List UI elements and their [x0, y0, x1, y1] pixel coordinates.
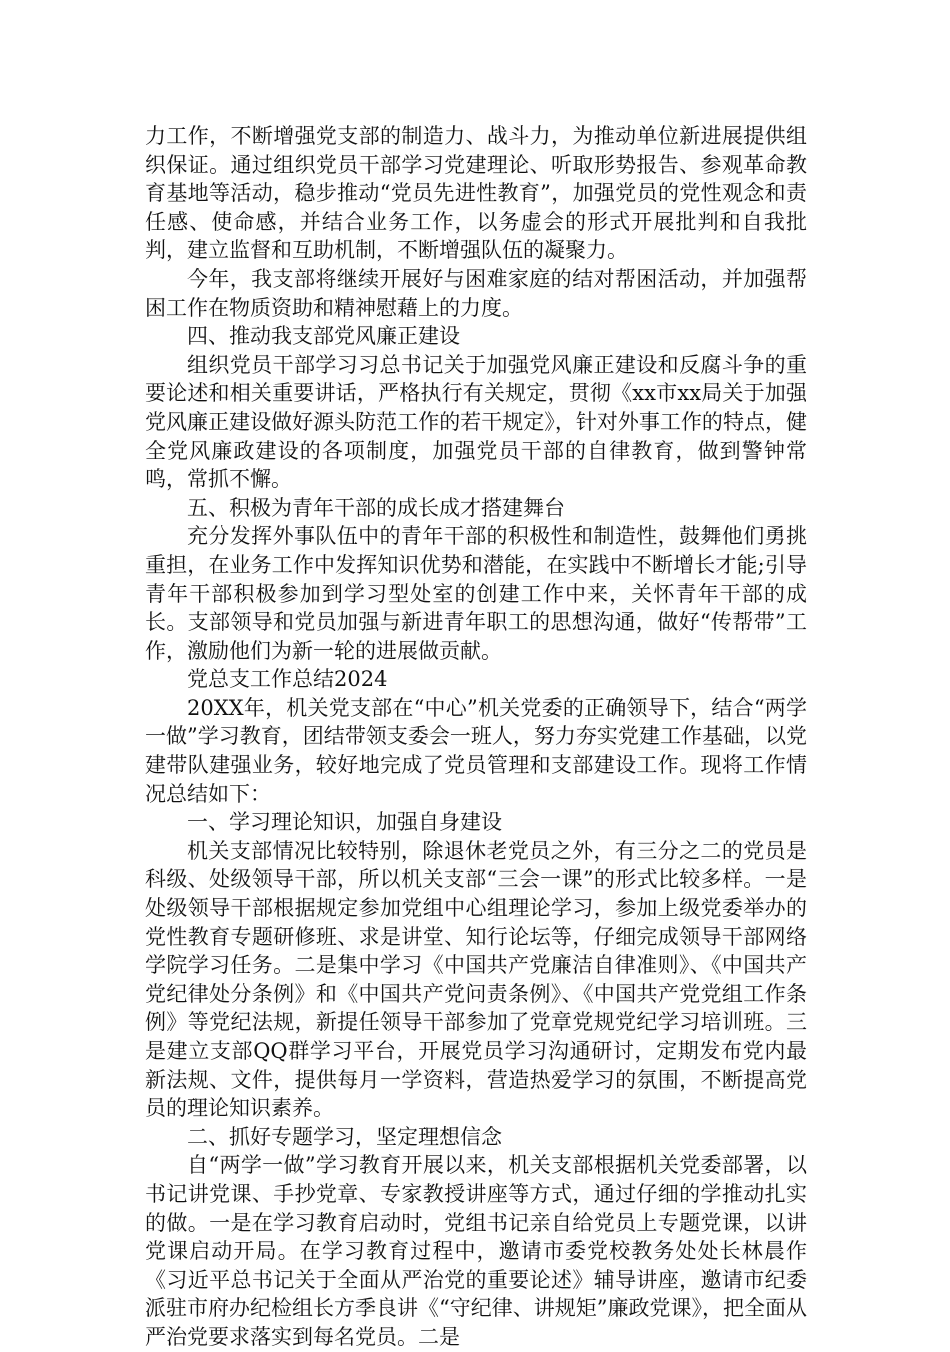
document-subtitle: 党总支工作总结2024 [187, 667, 388, 692]
paragraph-theory-study: 机关支部情况比较特别，除退休老党员之外，有三分之二的党员是科级、处级领导干部，所以机关支部“三会一课”的形式比较多样。一是处级领导干部根据规定参加党组中心组理论学习，参加上级党委举办的党性教育专题研修班、求是讲堂、知行论坛等，仔细完成领导干部网络学院学习任务。二是集中学习《中国共产党廉洁自律准则》、《中国共产党纪律处分条例》和《中国共产党问责条例》、《中国共产党党组工作条例》等党纪法规，新提任领导干部参加了党章党规党纪学习培训班。三是建立支部QQ群学习平台，开展党员学习沟通研讨，定期发布党内最新法规、文件，提供每月一学资料，营造热爱学习的氛围，不断提高党员的理论知识素养。 [145, 838, 807, 1121]
paragraph-integrity: 组织党员干部学习习总书记关于加强党风廉正建设和反腐斗争的重要论述和相关重要讲话，严格执行有关规定，贯彻《xx市xx局关于加强党风廉正建设做好源头防范工作的若干规定》，针对外事工作的特点，健全党风廉政建设的各项制度，加强党员干部的自律教育，做到警钟常鸣，常抓不懈。 [145, 352, 807, 492]
paragraph-summary-intro: 20XX年，机关党支部在“中心”机关党委的正确领导下，结合“两学一做”学习教育，团结带领支委会一班人，努力夯实党建工作基础，以党建带队建强业务，较好地完成了党员管理和支部建设工作。现将工作情况总结如下： [145, 695, 807, 806]
section-heading-1: 一、学习理论知识，加强自身建设 [187, 810, 502, 835]
section-heading-5: 五、积极为青年干部的成长成才搭建舞台 [187, 495, 565, 520]
document-page [145, 122, 807, 1352]
paragraph-continuation: 力工作，不断增强党支部的制造力、战斗力，为推动单位新进展提供组织保证。通过组织党员干部学习党建理论、听取形势报告、参观革命教育基地等活动，稳步推动“党员先进性教育”，加强党员的党性观念和责任感、使命感，并结合业务工作，以务虚会的形式开展批判和自我批判，建立监督和互助机制，不断增强队伍的凝聚力。 [145, 124, 807, 263]
paragraph-young-cadres: 充分发挥外事队伍中的青年干部的积极性和制造性，鼓舞他们勇挑重担，在业务工作中发挥知识优势和潜能，在实践中不断增长才能;引导青年干部积极参加到学习型处室的创建工作中来，关怀青年干部的成长。支部领导和党员加强与新进青年职工的思想沟通，做好“传帮带”工作，激励他们为新一轮的进展做贡献。 [145, 524, 807, 663]
paragraph-poverty-aid: 今年，我支部将继续开展好与困难家庭的结对帮困活动，并加强帮困工作在物质资助和精神慰藉上的力度。 [145, 266, 807, 320]
section-heading-4: 四、推动我支部党风廉正建设 [187, 324, 460, 349]
paragraph-special-study: 自“两学一做”学习教育开展以来，机关支部根据机关党委部署，以书记讲党课、手抄党章、专家教授讲座等方式，通过仔细的学推动扎实的做。一是在学习教育启动时，党组书记亲自给党员上专题党课，以讲党课启动开局。在学习教育过程中，邀请市委党校教务处处长林晨作《习近平总书记关于全面从严治党的重要论述》辅导讲座，邀请市纪委派驻市府办纪检组长方季良讲《“守纪律、讲规矩”廉政党课》，把全面从严治党要求落实到每名党员。二是 [145, 1153, 807, 1349]
section-heading-2: 二、抓好专题学习，坚定理想信念 [187, 1124, 502, 1149]
